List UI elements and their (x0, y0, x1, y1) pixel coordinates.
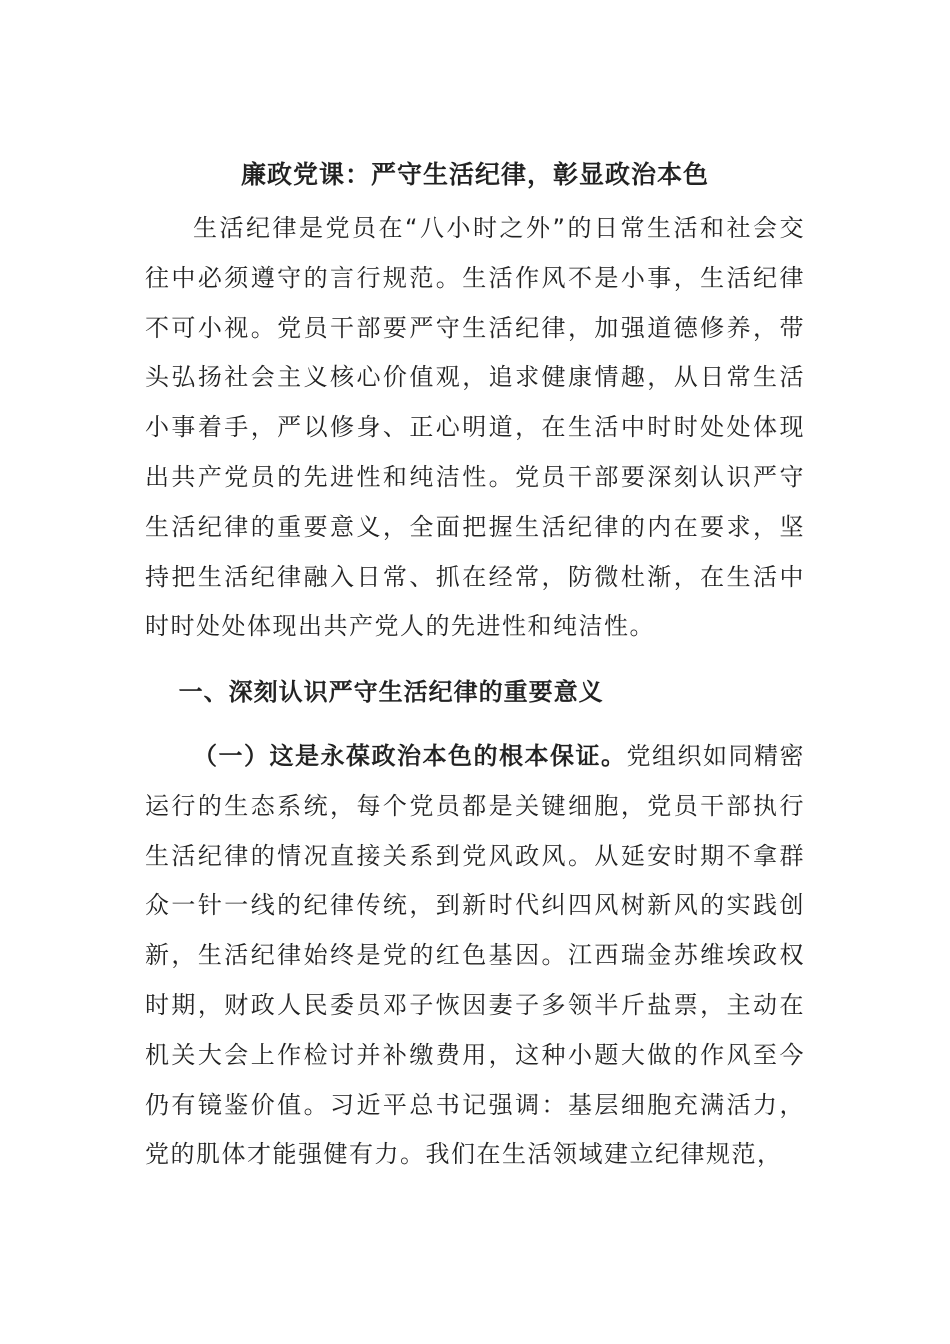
intro-paragraph: 生活纪律是党员在“八小时之外”的日常生活和社会交往中必须遵守的言行规范。生活作风不是小事，生活纪律不可小视。党员干部要严守生活纪律，加强道德修养，带头弘扬社会主义核心价值观，追求健康情趣，从日常生活小事着手，严以修身、正心明道，在生活中时时处处体现出共产党员的先进性和纯洁性。党员干部要深刻认识严守生活纪律的重要意义，全面把握生活纪律的内在要求，坚持把生活纪律融入日常、抓在经常，防微杜渐，在生活中时时处处体现出共产党人的先进性和纯洁性。 (145, 214, 805, 641)
section-heading: 一、深刻认识严守生活纪律的重要意义 (178, 678, 604, 707)
paragraph-body: 党组织如同精密运行的生态系统，每个党员都是关键细胞，党员干部执行生活纪律的情况直接关系到党风政风。从延安时期不拿群众一针一线的纪律传统，到新时代纠四风树新风的实践创新，生活纪律始终是党的红色基因。江西瑞金苏维埃政权时期，财政人民委员邓子恢因妻子多领半斤盐票，主动在机关大会上作检讨并补缴费用，这种小题大做的作风至今仍有镜鉴价值。习近平总书记强调：基层细胞充满活力，党的肌体才能强健有力。我们在生活领域建立纪律规范， (145, 741, 805, 1169)
paragraph-lead: （一）这是永葆政治本色的根本保证。 (193, 741, 627, 770)
section-paragraph (145, 732, 805, 1180)
document-title: 廉政党课：严守生活纪律，彰显政治本色 (240, 160, 709, 189)
document-page (145, 150, 805, 1180)
